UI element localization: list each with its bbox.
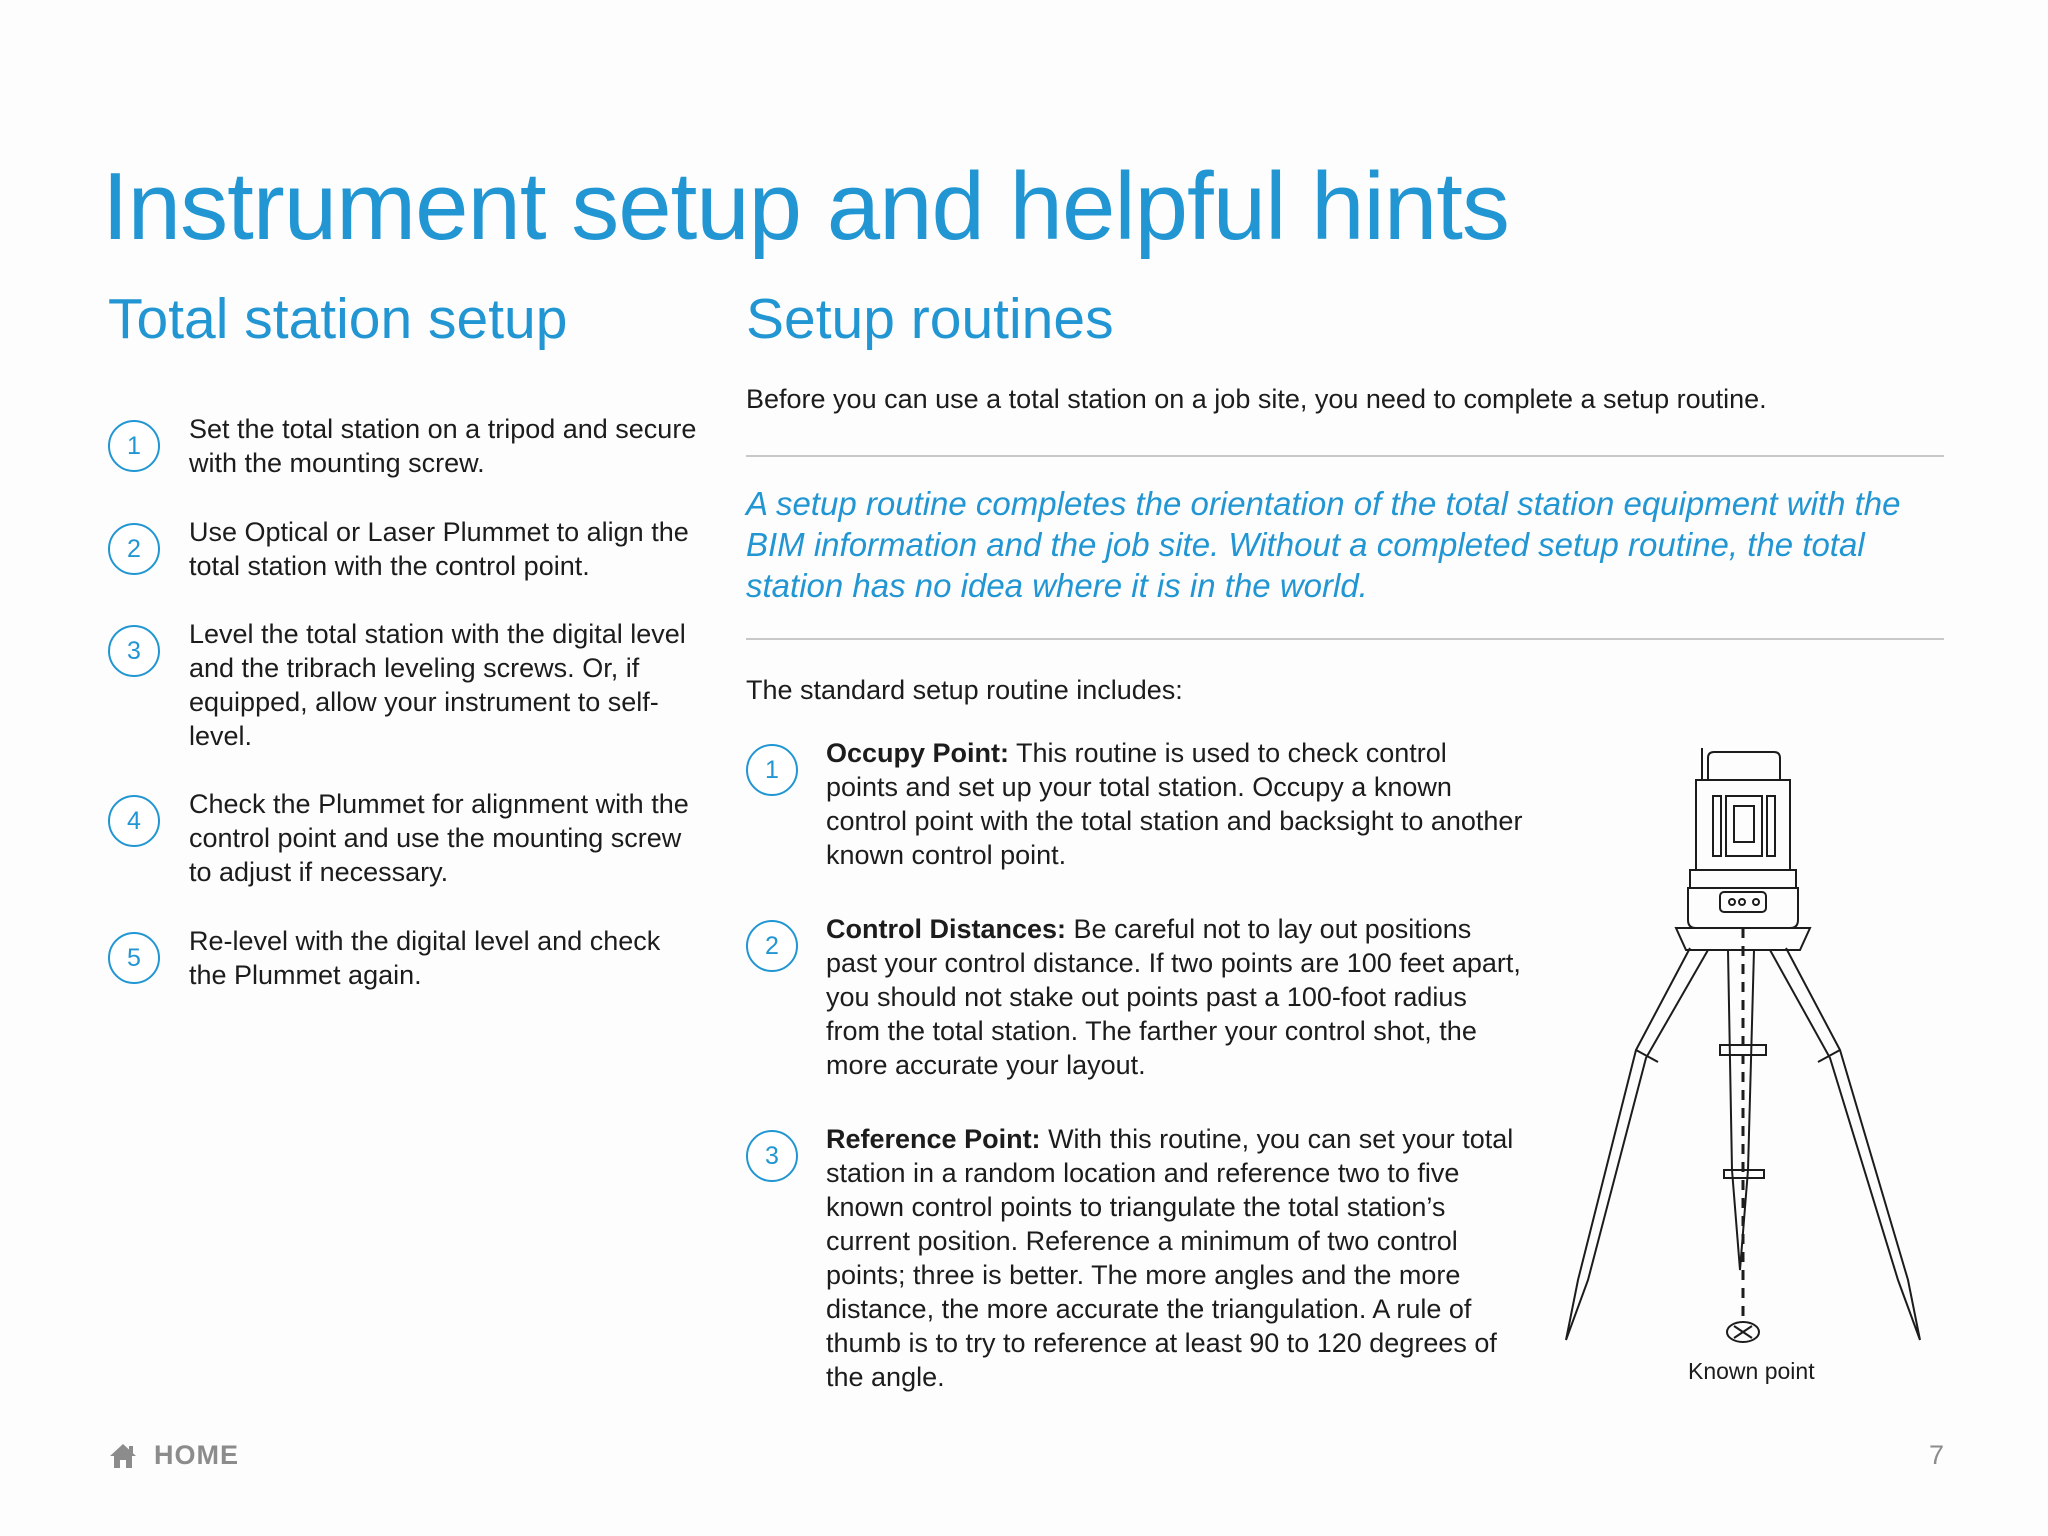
step-text: Use Optical or Laser Plummet to align the total station with the control point.: [189, 517, 689, 581]
setup-step: [108, 515, 698, 583]
routine-title: Occupy Point:: [826, 738, 1010, 768]
step-text: Check the Plummet for alignment with the control point and use the mounting screw to adjust if necessary.: [189, 789, 689, 887]
page-title: Instrument setup and helpful hints: [102, 153, 1509, 261]
divider: [746, 638, 1944, 640]
routine-number-badge: 2: [746, 920, 798, 972]
step-number-badge: 5: [108, 932, 160, 984]
setup-step: [108, 787, 698, 889]
routine-number-badge: 3: [746, 1130, 798, 1182]
includes-label: The standard setup routine includes:: [746, 675, 1183, 705]
intro-paragraph: Before you can use a total station on a job site, you need to complete a setup routine.: [746, 384, 1767, 414]
setup-step: [108, 924, 698, 992]
routine-text: Be careful not to lay out positions past your control distance. If two points are 100 feet apart, you should not stake out points past a 100-foot radius from the total station. The farther your control shot, the more accurate your layout.: [826, 914, 1521, 1080]
step-text: Level the total station with the digital level and the tribrach leveling screws. Or, if equipped, allow your instrument to self-level.: [189, 619, 686, 751]
routine-item: [746, 1122, 1536, 1394]
setup-step: [108, 617, 698, 753]
home-icon: [108, 1442, 138, 1470]
step-number-badge: 1: [108, 420, 160, 472]
setup-step: [108, 412, 698, 480]
step-number-badge: 3: [108, 625, 160, 677]
routine-item: [746, 736, 1536, 872]
routine-item: [746, 912, 1536, 1082]
total-station-tripod-illustration: [1548, 740, 1968, 1380]
routine-text: With this routine, you can set your total station in a random location and reference two to five known control points to triangulate the total station’s current position. Reference a minimum of two control points; three is better. The more angles and the more distance, the more accurate the triangulation. A rule of thumb is to try to reference at least 90 to 120 degrees of the angle.: [826, 1124, 1514, 1392]
routine-title: Reference Point:: [826, 1124, 1041, 1154]
divider: [746, 455, 1944, 457]
routine-text: This routine is used to check control points and set up your total station. Occupy a known control point with the total station and backsight to another known control point.: [826, 738, 1523, 870]
step-number-badge: 4: [108, 795, 160, 847]
known-point-label: Known point: [1688, 1358, 1815, 1384]
step-number-badge: 2: [108, 523, 160, 575]
routine-number-badge: 1: [746, 744, 798, 796]
pull-quote: A setup routine completes the orientation of the total station equipment with the BIM information and the job site. Without a completed setup routine, the total station has no idea where it is in the world.: [746, 485, 1901, 604]
step-text: Re-level with the digital level and check the Plummet again.: [189, 926, 661, 990]
step-text: Set the total station on a tripod and secure with the mounting screw.: [189, 414, 697, 478]
section-heading-total-station-setup: Total station setup: [108, 287, 568, 351]
routine-title: Control Distances:: [826, 914, 1067, 944]
home-label: HOME: [154, 1440, 239, 1470]
home-link[interactable]: [108, 1440, 239, 1471]
page-number: 7: [1928, 1440, 1944, 1470]
section-heading-setup-routines: Setup routines: [746, 287, 1114, 351]
